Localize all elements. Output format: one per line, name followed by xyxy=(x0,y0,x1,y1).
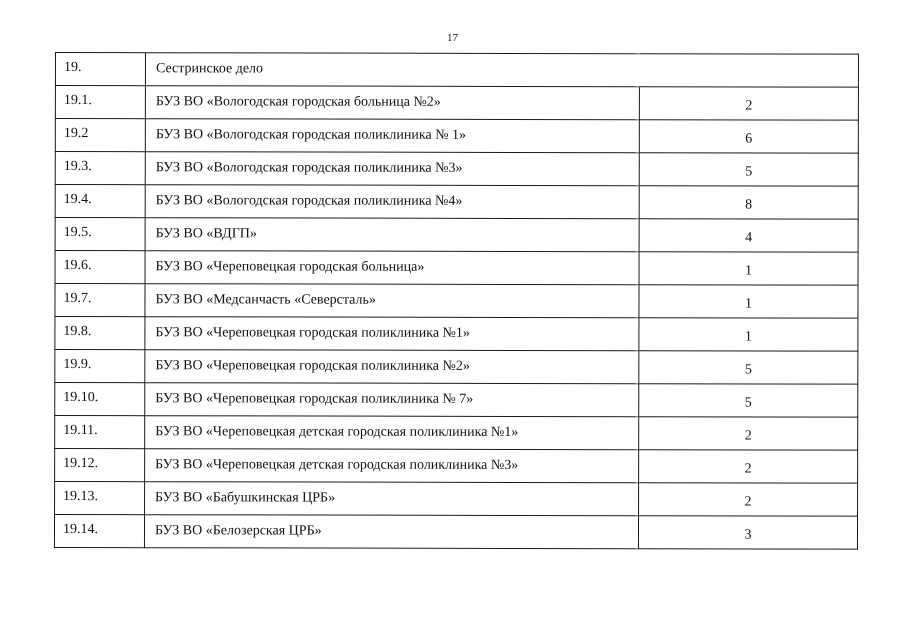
quota-value: 5 xyxy=(639,351,858,384)
institution-name: БУЗ ВО «Череповецкая детская городская поликлиника №3» xyxy=(145,449,639,483)
quota-value: 5 xyxy=(639,153,858,186)
institution-name: БУЗ ВО «Вологодская городская поликлиника №3» xyxy=(145,152,639,186)
row-number: 19.13. xyxy=(55,482,145,515)
institution-name: БУЗ ВО «Вологодская городская больница №2» xyxy=(145,86,639,120)
institution-name: БУЗ ВО «Череповецкая городская больница» xyxy=(145,251,639,285)
row-number: 19.5. xyxy=(55,218,145,251)
quota-value: 1 xyxy=(639,285,858,318)
institution-name: БУЗ ВО «Белозерская ЦРБ» xyxy=(144,515,638,549)
table-row xyxy=(55,449,858,484)
row-number: 19.10. xyxy=(55,383,145,416)
institution-name: БУЗ ВО «Череповецкая городская поликлиника №2» xyxy=(145,350,639,384)
table-row xyxy=(55,416,858,451)
quota-value: 2 xyxy=(639,450,858,483)
section-header-row xyxy=(55,53,858,88)
table-row xyxy=(55,482,858,517)
quota-value: 4 xyxy=(639,219,858,252)
institution-name: БУЗ ВО «ВДГП» xyxy=(145,218,639,252)
institution-name: БУЗ ВО «Череповецкая городская поликлиника № 7» xyxy=(145,383,639,417)
row-number: 19.1. xyxy=(55,86,145,119)
quota-value: 6 xyxy=(639,120,858,153)
table-row xyxy=(55,119,858,154)
institution-name: БУЗ ВО «Вологодская городская поликлиника № 1» xyxy=(145,119,639,153)
row-number: 19.9. xyxy=(55,350,145,383)
table-row xyxy=(54,515,857,550)
institution-name: БУЗ ВО «Вологодская городская поликлиника №4» xyxy=(145,185,639,219)
row-number: 19.6. xyxy=(55,251,145,284)
row-number: 19.7. xyxy=(55,284,145,317)
quota-value: 1 xyxy=(639,252,858,285)
table-row xyxy=(55,251,858,286)
row-number: 19.14. xyxy=(54,515,144,548)
table-row xyxy=(55,218,858,253)
table-row xyxy=(55,317,858,352)
quota-value: 2 xyxy=(639,417,858,450)
institution-name: БУЗ ВО «Череповецкая городская поликлиника №1» xyxy=(145,317,639,351)
table-row xyxy=(55,152,858,187)
quota-value: 2 xyxy=(639,483,858,516)
row-number: 19.3. xyxy=(55,152,145,185)
table-row xyxy=(55,284,858,319)
table-row xyxy=(55,185,858,220)
quota-value: 2 xyxy=(639,87,858,120)
table-row xyxy=(55,383,858,418)
page-number: 17 xyxy=(447,32,458,44)
quota-value: 5 xyxy=(639,384,858,417)
institution-name: БУЗ ВО «Череповецкая детская городская поликлиника №1» xyxy=(145,416,639,450)
row-number: 19.8. xyxy=(55,317,145,350)
quota-value: 8 xyxy=(639,186,858,219)
institution-name: БУЗ ВО «Бабушкинская ЦРБ» xyxy=(145,482,639,516)
row-number: 19.2 xyxy=(55,119,145,152)
institution-name: БУЗ ВО «Медсанчасть «Северсталь» xyxy=(145,284,639,318)
specialty-table xyxy=(54,52,859,550)
row-number: 19.4. xyxy=(55,185,145,218)
quota-value: 1 xyxy=(639,318,858,351)
row-number: 19.12. xyxy=(55,449,145,482)
table-row xyxy=(55,350,858,385)
quota-value: 3 xyxy=(638,516,857,549)
section-title: Сестринское дело xyxy=(145,53,858,87)
section-number: 19. xyxy=(55,53,145,86)
table-row xyxy=(55,86,858,121)
row-number: 19.11. xyxy=(55,416,145,449)
